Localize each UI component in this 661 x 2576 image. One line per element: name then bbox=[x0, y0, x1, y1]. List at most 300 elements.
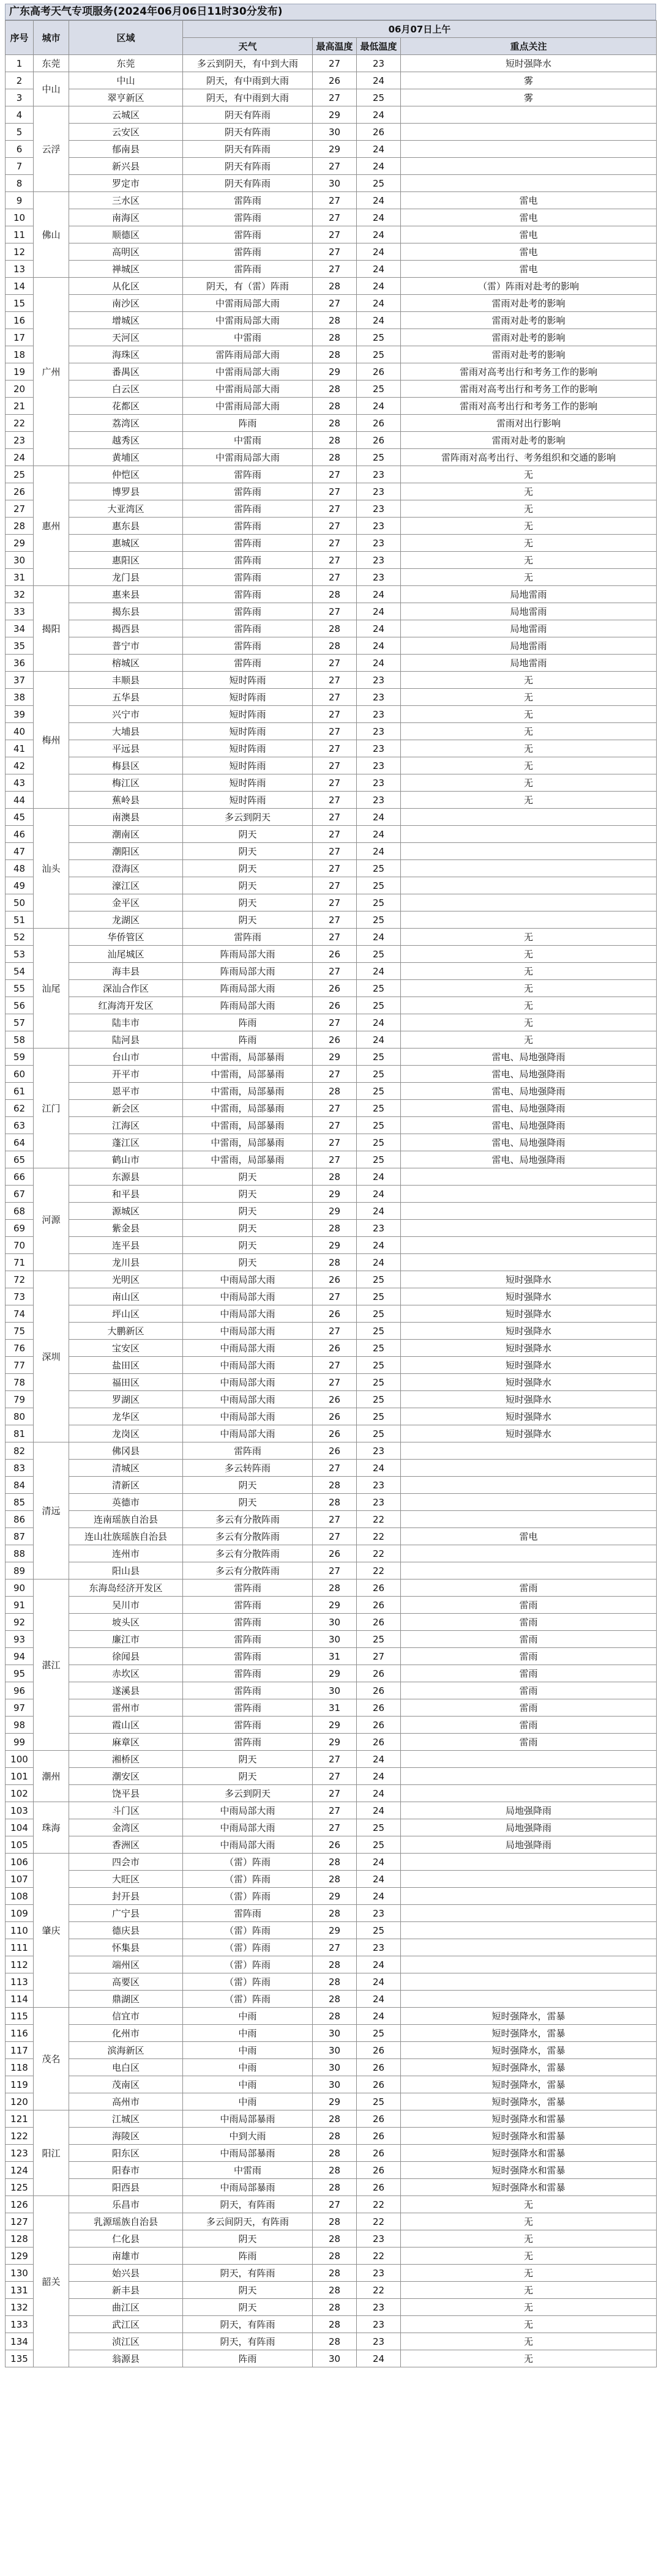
table-row bbox=[6, 706, 657, 723]
cell-high-temp: 30 bbox=[313, 1682, 357, 1699]
cell-weather: 阴天 bbox=[183, 1254, 313, 1271]
cell-focus bbox=[401, 1186, 657, 1203]
table-row bbox=[6, 1665, 657, 1682]
cell-weather: 中雷雨，局部暴雨 bbox=[183, 1134, 313, 1151]
cell-seq: 124 bbox=[6, 2162, 34, 2179]
cell-seq: 23 bbox=[6, 432, 34, 449]
cell-high-temp: 29 bbox=[313, 1049, 357, 1066]
cell-seq: 8 bbox=[6, 175, 34, 192]
cell-weather: 阴天 bbox=[183, 1494, 313, 1511]
cell-low-temp: 25 bbox=[357, 1117, 401, 1134]
cell-weather: 阴天 bbox=[183, 2230, 313, 2248]
cell-weather: 雷阵雨 bbox=[183, 1631, 313, 1648]
cell-high-temp: 28 bbox=[313, 1579, 357, 1597]
cell-district: 澄海区 bbox=[69, 860, 183, 877]
cell-focus: 无 bbox=[401, 963, 657, 980]
cell-district: 斗门区 bbox=[69, 1802, 183, 1819]
table-row bbox=[6, 2008, 657, 2025]
cell-city: 茂名 bbox=[34, 2008, 69, 2110]
cell-weather: 中雨局部暴雨 bbox=[183, 2145, 313, 2162]
cell-focus bbox=[401, 877, 657, 894]
cell-district: 平远县 bbox=[69, 740, 183, 757]
cell-focus: 雷电 bbox=[401, 243, 657, 261]
cell-focus bbox=[401, 1973, 657, 1991]
cell-low-temp: 24 bbox=[357, 141, 401, 158]
cell-seq: 24 bbox=[6, 449, 34, 466]
table-row bbox=[6, 1871, 657, 1888]
cell-district: 增城区 bbox=[69, 312, 183, 329]
cell-seq: 6 bbox=[6, 141, 34, 158]
cell-weather: 阴天 bbox=[183, 1237, 313, 1254]
table-row bbox=[6, 2333, 657, 2350]
cell-seq: 11 bbox=[6, 226, 34, 243]
cell-district: 从化区 bbox=[69, 278, 183, 295]
cell-district: 吴川市 bbox=[69, 1597, 183, 1614]
cell-district: 梅县区 bbox=[69, 757, 183, 774]
cell-high-temp: 27 bbox=[313, 209, 357, 226]
cell-district: 徐闻县 bbox=[69, 1648, 183, 1665]
cell-focus: 雾 bbox=[401, 72, 657, 89]
cell-focus: 无 bbox=[401, 2316, 657, 2333]
table-row bbox=[6, 1100, 657, 1117]
cell-high-temp: 27 bbox=[313, 963, 357, 980]
cell-high-temp: 29 bbox=[313, 1597, 357, 1614]
cell-focus: 局地强降雨 bbox=[401, 1802, 657, 1819]
table-row bbox=[6, 2128, 657, 2145]
cell-focus: 无 bbox=[401, 792, 657, 809]
cell-focus: 无 bbox=[401, 2350, 657, 2367]
cell-weather: 雷阵雨 bbox=[183, 243, 313, 261]
cell-district: 郁南县 bbox=[69, 141, 183, 158]
table-row bbox=[6, 72, 657, 89]
cell-low-temp: 24 bbox=[357, 158, 401, 175]
cell-seq: 134 bbox=[6, 2333, 34, 2350]
cell-weather: 中雨局部暴雨 bbox=[183, 2179, 313, 2196]
table-row bbox=[6, 1562, 657, 1579]
cell-focus: 短时强降水，雷暴 bbox=[401, 2093, 657, 2110]
table-row bbox=[6, 1305, 657, 1323]
cell-weather: 雷阵雨 bbox=[183, 1579, 313, 1597]
cell-high-temp: 28 bbox=[313, 1494, 357, 1511]
cell-district: 榕城区 bbox=[69, 655, 183, 672]
cell-seq: 27 bbox=[6, 500, 34, 518]
cell-weather: 多云有分散阵雨 bbox=[183, 1562, 313, 1579]
cell-weather: 中雷雨，局部暴雨 bbox=[183, 1049, 313, 1066]
cell-focus: 无 bbox=[401, 518, 657, 535]
table-row bbox=[6, 1956, 657, 1973]
cell-seq: 121 bbox=[6, 2110, 34, 2128]
cell-seq: 37 bbox=[6, 672, 34, 689]
cell-seq: 43 bbox=[6, 774, 34, 792]
cell-district: 恩平市 bbox=[69, 1083, 183, 1100]
cell-seq: 15 bbox=[6, 295, 34, 312]
cell-low-temp: 24 bbox=[357, 809, 401, 826]
cell-weather: 中雷雨，局部暴雨 bbox=[183, 1066, 313, 1083]
cell-low-temp: 24 bbox=[357, 963, 401, 980]
cell-seq: 54 bbox=[6, 963, 34, 980]
cell-weather: 阴天 bbox=[183, 843, 313, 860]
cell-district: 高要区 bbox=[69, 1973, 183, 1991]
cell-low-temp: 24 bbox=[357, 1237, 401, 1254]
table-row bbox=[6, 226, 657, 243]
cell-weather: 雷阵雨 bbox=[183, 209, 313, 226]
cell-district: 麻章区 bbox=[69, 1734, 183, 1751]
cell-low-temp: 22 bbox=[357, 2248, 401, 2265]
cell-seq: 68 bbox=[6, 1203, 34, 1220]
cell-seq: 10 bbox=[6, 209, 34, 226]
header-date-group: 06月07日上午 bbox=[183, 21, 657, 38]
cell-focus: 短时强降水 bbox=[401, 1408, 657, 1425]
cell-seq: 106 bbox=[6, 1854, 34, 1871]
cell-district: 高明区 bbox=[69, 243, 183, 261]
table-row bbox=[6, 2196, 657, 2213]
cell-low-temp: 23 bbox=[357, 2333, 401, 2350]
cell-seq: 69 bbox=[6, 1220, 34, 1237]
cell-focus: 无 bbox=[401, 774, 657, 792]
cell-high-temp: 29 bbox=[313, 1186, 357, 1203]
cell-high-temp: 28 bbox=[313, 2299, 357, 2316]
table-row bbox=[6, 894, 657, 911]
cell-focus bbox=[401, 1203, 657, 1220]
cell-high-temp: 27 bbox=[313, 1014, 357, 1031]
cell-high-temp: 26 bbox=[313, 980, 357, 997]
cell-district: 潮安区 bbox=[69, 1768, 183, 1785]
cell-weather: 阴天 bbox=[183, 1186, 313, 1203]
cell-district: 罗湖区 bbox=[69, 1391, 183, 1408]
table-row bbox=[6, 1768, 657, 1785]
cell-seq: 67 bbox=[6, 1186, 34, 1203]
cell-low-temp: 23 bbox=[357, 740, 401, 757]
cell-high-temp: 27 bbox=[313, 466, 357, 483]
cell-high-temp: 29 bbox=[313, 1717, 357, 1734]
cell-weather: 中雨局部大雨 bbox=[183, 1802, 313, 1819]
table-row bbox=[6, 843, 657, 860]
cell-seq: 115 bbox=[6, 2008, 34, 2025]
cell-weather: 雷阵雨 bbox=[183, 466, 313, 483]
cell-focus: 无 bbox=[401, 929, 657, 946]
cell-low-temp: 23 bbox=[357, 706, 401, 723]
table-row bbox=[6, 620, 657, 637]
cell-low-temp: 24 bbox=[357, 226, 401, 243]
cell-low-temp: 23 bbox=[357, 2316, 401, 2333]
cell-low-temp: 24 bbox=[357, 1460, 401, 1477]
cell-high-temp: 28 bbox=[313, 329, 357, 346]
cell-focus: 雷雨 bbox=[401, 1734, 657, 1751]
table-row bbox=[6, 2162, 657, 2179]
cell-weather: 中雷雨局部大雨 bbox=[183, 398, 313, 415]
cell-seq: 98 bbox=[6, 1717, 34, 1734]
table-row bbox=[6, 826, 657, 843]
cell-high-temp: 26 bbox=[313, 1340, 357, 1357]
cell-district: 新兴县 bbox=[69, 158, 183, 175]
cell-seq: 76 bbox=[6, 1340, 34, 1357]
cell-seq: 52 bbox=[6, 929, 34, 946]
cell-low-temp: 22 bbox=[357, 2213, 401, 2230]
cell-weather: 短时阵雨 bbox=[183, 689, 313, 706]
cell-low-temp: 24 bbox=[357, 243, 401, 261]
table-row bbox=[6, 1631, 657, 1648]
cell-seq: 9 bbox=[6, 192, 34, 209]
cell-high-temp: 27 bbox=[313, 535, 357, 552]
cell-district: 电白区 bbox=[69, 2059, 183, 2076]
cell-focus: 短时强降水 bbox=[401, 1391, 657, 1408]
page-title: 广东高考天气专项服务(2024年06月06日11时30分发布) bbox=[5, 4, 656, 20]
cell-focus: 雷电、局地强降雨 bbox=[401, 1151, 657, 1168]
cell-low-temp: 23 bbox=[357, 569, 401, 586]
cell-low-temp: 26 bbox=[357, 2128, 401, 2145]
cell-weather: 雷阵雨 bbox=[183, 1734, 313, 1751]
cell-low-temp: 24 bbox=[357, 1768, 401, 1785]
cell-high-temp: 28 bbox=[313, 1254, 357, 1271]
cell-district: 潮南区 bbox=[69, 826, 183, 843]
cell-weather: 中雨 bbox=[183, 2059, 313, 2076]
cell-low-temp: 26 bbox=[357, 2059, 401, 2076]
cell-district: 濠江区 bbox=[69, 877, 183, 894]
table-row bbox=[6, 2350, 657, 2367]
cell-focus: 无 bbox=[401, 997, 657, 1014]
table-row bbox=[6, 980, 657, 997]
cell-weather: 雷阵雨 bbox=[183, 1905, 313, 1922]
table-row bbox=[6, 1220, 657, 1237]
cell-low-temp: 24 bbox=[357, 826, 401, 843]
cell-focus bbox=[401, 809, 657, 826]
cell-district: 揭东县 bbox=[69, 603, 183, 620]
cell-seq: 42 bbox=[6, 757, 34, 774]
table-row bbox=[6, 637, 657, 655]
cell-weather: 阴天 bbox=[183, 877, 313, 894]
cell-high-temp: 27 bbox=[313, 894, 357, 911]
table-row bbox=[6, 1939, 657, 1956]
cell-district: 佛冈县 bbox=[69, 1442, 183, 1460]
table-row bbox=[6, 946, 657, 963]
cell-district: 霞山区 bbox=[69, 1717, 183, 1734]
cell-seq: 50 bbox=[6, 894, 34, 911]
table-row bbox=[6, 1699, 657, 1717]
cell-low-temp: 24 bbox=[357, 1751, 401, 1768]
cell-focus: 短时强降水和雷暴 bbox=[401, 2179, 657, 2196]
cell-seq: 56 bbox=[6, 997, 34, 1014]
cell-district: 连平县 bbox=[69, 1237, 183, 1254]
table-row bbox=[6, 569, 657, 586]
cell-seq: 61 bbox=[6, 1083, 34, 1100]
table-row bbox=[6, 860, 657, 877]
cell-seq: 26 bbox=[6, 483, 34, 500]
cell-seq: 65 bbox=[6, 1151, 34, 1168]
cell-weather: 阵雨 bbox=[183, 2248, 313, 2265]
cell-low-temp: 26 bbox=[357, 363, 401, 380]
cell-high-temp: 28 bbox=[313, 1991, 357, 2008]
cell-seq: 93 bbox=[6, 1631, 34, 1648]
cell-focus: 无 bbox=[401, 706, 657, 723]
cell-high-temp: 27 bbox=[313, 603, 357, 620]
cell-district: 大旺区 bbox=[69, 1871, 183, 1888]
cell-district: 龙华区 bbox=[69, 1408, 183, 1425]
cell-weather: （雷）阵雨 bbox=[183, 1888, 313, 1905]
cell-high-temp: 28 bbox=[313, 415, 357, 432]
table-row bbox=[6, 261, 657, 278]
cell-low-temp: 24 bbox=[357, 1888, 401, 1905]
cell-focus: 雷雨 bbox=[401, 1648, 657, 1665]
cell-seq: 7 bbox=[6, 158, 34, 175]
cell-district: 阳西县 bbox=[69, 2179, 183, 2196]
cell-high-temp: 30 bbox=[313, 175, 357, 192]
cell-seq: 1 bbox=[6, 55, 34, 72]
cell-weather: 中雷雨，局部暴雨 bbox=[183, 1100, 313, 1117]
cell-district: 光明区 bbox=[69, 1271, 183, 1288]
cell-seq: 127 bbox=[6, 2213, 34, 2230]
cell-low-temp: 23 bbox=[357, 1442, 401, 1460]
cell-weather: 多云到阴天，有中到大雨 bbox=[183, 55, 313, 72]
cell-high-temp: 27 bbox=[313, 500, 357, 518]
cell-district: 台山市 bbox=[69, 1049, 183, 1066]
cell-seq: 33 bbox=[6, 603, 34, 620]
cell-seq: 39 bbox=[6, 706, 34, 723]
cell-focus: 雷雨对赴考的影响 bbox=[401, 329, 657, 346]
cell-focus bbox=[401, 1922, 657, 1939]
cell-high-temp: 29 bbox=[313, 1888, 357, 1905]
table-row bbox=[6, 1442, 657, 1460]
table-row bbox=[6, 1083, 657, 1100]
cell-district: 翠亨新区 bbox=[69, 89, 183, 106]
cell-weather: 阴天，有阵雨 bbox=[183, 2316, 313, 2333]
cell-high-temp: 28 bbox=[313, 346, 357, 363]
cell-focus bbox=[401, 1854, 657, 1871]
cell-high-temp: 28 bbox=[313, 2248, 357, 2265]
cell-weather: （雷）阵雨 bbox=[183, 1991, 313, 2008]
cell-seq: 71 bbox=[6, 1254, 34, 1271]
cell-city: 中山 bbox=[34, 72, 69, 106]
cell-focus: 局地雷雨 bbox=[401, 655, 657, 672]
cell-seq: 73 bbox=[6, 1288, 34, 1305]
cell-low-temp: 23 bbox=[357, 1939, 401, 1956]
cell-low-temp: 26 bbox=[357, 2042, 401, 2059]
cell-focus: 雷电、局地强降雨 bbox=[401, 1083, 657, 1100]
cell-district: 曲江区 bbox=[69, 2299, 183, 2316]
cell-high-temp: 27 bbox=[313, 1357, 357, 1374]
cell-low-temp: 23 bbox=[357, 483, 401, 500]
cell-high-temp: 29 bbox=[313, 1734, 357, 1751]
cell-seq: 16 bbox=[6, 312, 34, 329]
cell-district: 海珠区 bbox=[69, 346, 183, 363]
cell-focus bbox=[401, 894, 657, 911]
cell-weather: （雷）阵雨 bbox=[183, 1973, 313, 1991]
cell-low-temp: 24 bbox=[357, 312, 401, 329]
table-row bbox=[6, 1751, 657, 1768]
cell-high-temp: 27 bbox=[313, 243, 357, 261]
cell-seq: 49 bbox=[6, 877, 34, 894]
cell-high-temp: 27 bbox=[313, 1151, 357, 1168]
table-row bbox=[6, 1323, 657, 1340]
cell-low-temp: 24 bbox=[357, 1956, 401, 1973]
cell-seq: 114 bbox=[6, 1991, 34, 2008]
cell-district: 兴宁市 bbox=[69, 706, 183, 723]
cell-focus: 雷雨 bbox=[401, 1717, 657, 1734]
table-row bbox=[6, 2025, 657, 2042]
cell-weather: 阴天 bbox=[183, 1168, 313, 1186]
table-row bbox=[6, 2248, 657, 2265]
cell-low-temp: 24 bbox=[357, 1203, 401, 1220]
table-row bbox=[6, 466, 657, 483]
cell-district: 龙川县 bbox=[69, 1254, 183, 1271]
cell-high-temp: 28 bbox=[313, 2179, 357, 2196]
cell-seq: 113 bbox=[6, 1973, 34, 1991]
table-row bbox=[6, 432, 657, 449]
cell-weather: 中雨 bbox=[183, 2076, 313, 2093]
cell-high-temp: 28 bbox=[313, 312, 357, 329]
cell-weather: 阴天，有（雷）阵雨 bbox=[183, 278, 313, 295]
cell-low-temp: 26 bbox=[357, 2076, 401, 2093]
cell-high-temp: 28 bbox=[313, 2213, 357, 2230]
header-weather: 天气 bbox=[183, 38, 313, 55]
cell-weather: 中雨局部大雨 bbox=[183, 1340, 313, 1357]
cell-district: 惠东县 bbox=[69, 518, 183, 535]
cell-focus: 雷阵雨对高考出行、考务组织和交通的影响 bbox=[401, 449, 657, 466]
cell-low-temp: 25 bbox=[357, 1631, 401, 1648]
cell-low-temp: 26 bbox=[357, 1699, 401, 1717]
cell-focus: 局地雷雨 bbox=[401, 637, 657, 655]
cell-district: 连南瑶族自治县 bbox=[69, 1511, 183, 1528]
table-row bbox=[6, 1973, 657, 1991]
table-row bbox=[6, 1066, 657, 1083]
cell-weather: 短时阵雨 bbox=[183, 672, 313, 689]
cell-seq: 22 bbox=[6, 415, 34, 432]
cell-low-temp: 22 bbox=[357, 2282, 401, 2299]
cell-low-temp: 23 bbox=[357, 723, 401, 740]
cell-focus bbox=[401, 1888, 657, 1905]
cell-high-temp: 28 bbox=[313, 2110, 357, 2128]
cell-district: 梅江区 bbox=[69, 774, 183, 792]
cell-focus: 无 bbox=[401, 672, 657, 689]
cell-low-temp: 26 bbox=[357, 2110, 401, 2128]
cell-seq: 45 bbox=[6, 809, 34, 826]
cell-focus: 无 bbox=[401, 946, 657, 963]
table-row bbox=[6, 1819, 657, 1836]
cell-weather: 雷阵雨 bbox=[183, 655, 313, 672]
table-row bbox=[6, 141, 657, 158]
cell-low-temp: 25 bbox=[357, 449, 401, 466]
cell-seq: 59 bbox=[6, 1049, 34, 1066]
cell-high-temp: 28 bbox=[313, 278, 357, 295]
table-row bbox=[6, 1357, 657, 1374]
cell-high-temp: 28 bbox=[313, 2145, 357, 2162]
cell-seq: 63 bbox=[6, 1117, 34, 1134]
cell-district: 始兴县 bbox=[69, 2265, 183, 2282]
cell-weather: 短时阵雨 bbox=[183, 723, 313, 740]
cell-low-temp: 24 bbox=[357, 1802, 401, 1819]
cell-focus: 短时强降水 bbox=[401, 1305, 657, 1323]
cell-district: 金平区 bbox=[69, 894, 183, 911]
cell-district: 南澳县 bbox=[69, 809, 183, 826]
cell-focus: 无 bbox=[401, 2213, 657, 2230]
cell-focus bbox=[401, 1511, 657, 1528]
cell-high-temp: 27 bbox=[313, 689, 357, 706]
cell-district: 英德市 bbox=[69, 1494, 183, 1511]
cell-low-temp: 24 bbox=[357, 620, 401, 637]
cell-weather: 中雨局部大雨 bbox=[183, 1819, 313, 1836]
table-row bbox=[6, 1734, 657, 1751]
cell-high-temp: 28 bbox=[313, 1905, 357, 1922]
cell-low-temp: 25 bbox=[357, 346, 401, 363]
cell-weather: 中雷雨 bbox=[183, 2162, 313, 2179]
cell-low-temp: 26 bbox=[357, 1734, 401, 1751]
table-row bbox=[6, 1374, 657, 1391]
cell-low-temp: 26 bbox=[357, 432, 401, 449]
cell-weather: 雷阵雨 bbox=[183, 226, 313, 243]
cell-district: 华侨管区 bbox=[69, 929, 183, 946]
table-row bbox=[6, 1134, 657, 1151]
cell-weather: 中雷雨局部大雨 bbox=[183, 295, 313, 312]
cell-seq: 128 bbox=[6, 2230, 34, 2248]
